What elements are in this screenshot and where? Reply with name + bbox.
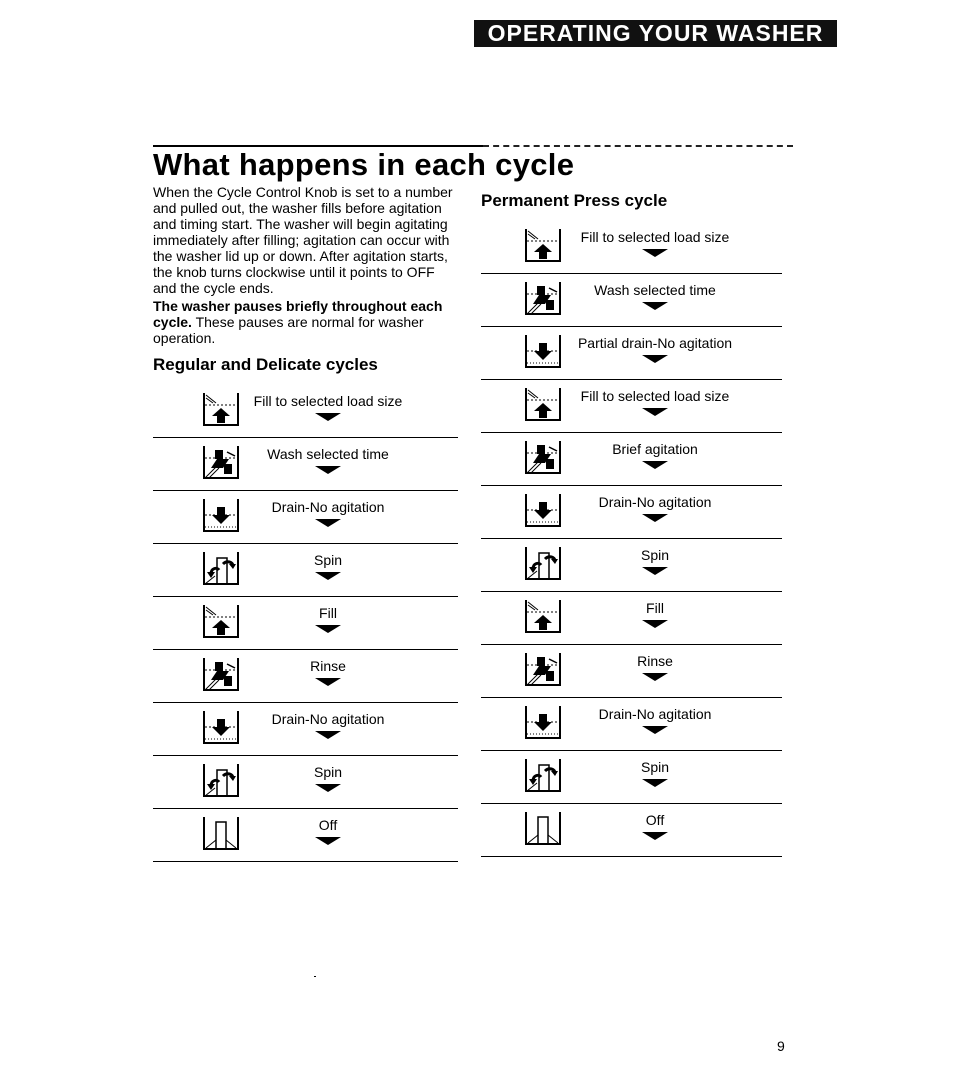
cycle-step	[153, 597, 458, 650]
step-label: Partial drain-No agitation	[577, 335, 733, 351]
cycle-step	[153, 756, 458, 809]
drain-icon	[523, 333, 563, 369]
down-arrow-icon	[642, 620, 668, 628]
cycle-step	[481, 592, 782, 645]
cycle-step	[481, 433, 782, 486]
step-label: Fill	[646, 600, 664, 616]
step-label: Off	[318, 817, 338, 833]
cycle-step	[481, 804, 782, 857]
step-label: Fill to selected load size	[580, 229, 730, 245]
permanent-press-heading: Permanent Press cycle	[481, 191, 668, 210]
step-label: Fill to selected load size	[580, 388, 730, 404]
cycle-step	[481, 751, 782, 804]
cycle-step	[153, 703, 458, 756]
down-arrow-icon	[642, 302, 668, 310]
cycle-step	[153, 491, 458, 544]
step-label: Fill to selected load size	[253, 393, 403, 409]
down-arrow-icon	[315, 678, 341, 686]
cycle-step	[481, 221, 782, 274]
cycle-step	[481, 380, 782, 433]
wash-icon	[523, 439, 563, 475]
fill-icon	[201, 391, 241, 427]
down-arrow-icon	[315, 837, 341, 845]
cycle-step	[153, 650, 458, 703]
wash-icon	[523, 651, 563, 687]
drain-icon	[523, 492, 563, 528]
step-label: Rinse	[310, 658, 346, 674]
cycle-step	[153, 544, 458, 597]
wash-icon	[201, 444, 241, 480]
intro-text	[153, 184, 453, 346]
cycle-step	[481, 274, 782, 327]
fill-icon	[523, 386, 563, 422]
off-icon	[201, 815, 241, 851]
down-arrow-icon	[315, 413, 341, 421]
step-label: Off	[645, 812, 665, 828]
cycle-step	[153, 385, 458, 438]
intro-note-bold: The washer pauses briefly throughout each cycle.	[153, 298, 443, 330]
step-label: Fill	[319, 605, 337, 621]
drain-icon	[201, 709, 241, 745]
step-label: Spin	[640, 759, 670, 775]
down-arrow-icon	[315, 572, 341, 580]
step-label: Spin	[313, 552, 343, 568]
section-banner: OPERATING YOUR WASHER	[474, 20, 837, 47]
down-arrow-icon	[315, 466, 341, 474]
page-title: What happens in each cycle	[153, 147, 575, 182]
down-arrow-icon	[642, 408, 668, 416]
down-arrow-icon	[315, 731, 341, 739]
down-arrow-icon	[642, 567, 668, 575]
down-arrow-icon	[642, 673, 668, 681]
step-label: Drain-No agitation	[598, 494, 712, 510]
page-number: 9	[777, 1038, 785, 1054]
down-arrow-icon	[642, 249, 668, 257]
intro-paragraph: When the Cycle Control Knob is set to a number and pulled out, the washer fills before agitation and timing start. The washer will begin agitating immediately after filling; agitation can occur with the washer lid up or down. After agitation starts, the knob turns clockwise until it points to OFF and the cycle ends.	[153, 184, 453, 296]
cycle-step	[481, 327, 782, 380]
down-arrow-icon	[642, 514, 668, 522]
regular-cycle-heading: Regular and Delicate cycles	[153, 355, 378, 374]
down-arrow-icon	[642, 461, 668, 469]
step-label: Wash selected time	[267, 446, 389, 462]
drain-icon	[201, 497, 241, 533]
fill-icon	[201, 603, 241, 639]
down-arrow-icon	[642, 832, 668, 840]
step-label: Spin	[313, 764, 343, 780]
cycle-step	[153, 438, 458, 491]
step-label: Wash selected time	[594, 282, 716, 298]
intro-note	[153, 298, 453, 346]
down-arrow-icon	[642, 355, 668, 363]
spin-icon	[523, 757, 563, 793]
step-label: Drain-No agitation	[271, 499, 385, 515]
step-label: Brief agitation	[612, 441, 698, 457]
intro-note-rest: These pauses are normal for washer operation.	[153, 314, 424, 346]
fill-icon	[523, 598, 563, 634]
down-arrow-icon	[315, 784, 341, 792]
stray-mark	[314, 976, 316, 977]
wash-icon	[201, 656, 241, 692]
step-label: Rinse	[637, 653, 673, 669]
fill-icon	[523, 227, 563, 263]
spin-icon	[523, 545, 563, 581]
spin-icon	[201, 762, 241, 798]
drain-icon	[523, 704, 563, 740]
spin-icon	[201, 550, 241, 586]
down-arrow-icon	[315, 519, 341, 527]
cycle-step	[481, 486, 782, 539]
cycle-step	[153, 809, 458, 862]
step-label: Drain-No agitation	[271, 711, 385, 727]
cycle-step	[481, 698, 782, 751]
off-icon	[523, 810, 563, 846]
step-label: Drain-No agitation	[598, 706, 712, 722]
down-arrow-icon	[315, 625, 341, 633]
cycle-step	[481, 645, 782, 698]
down-arrow-icon	[642, 779, 668, 787]
wash-icon	[523, 280, 563, 316]
down-arrow-icon	[642, 726, 668, 734]
cycle-step	[481, 539, 782, 592]
step-label: Spin	[640, 547, 670, 563]
